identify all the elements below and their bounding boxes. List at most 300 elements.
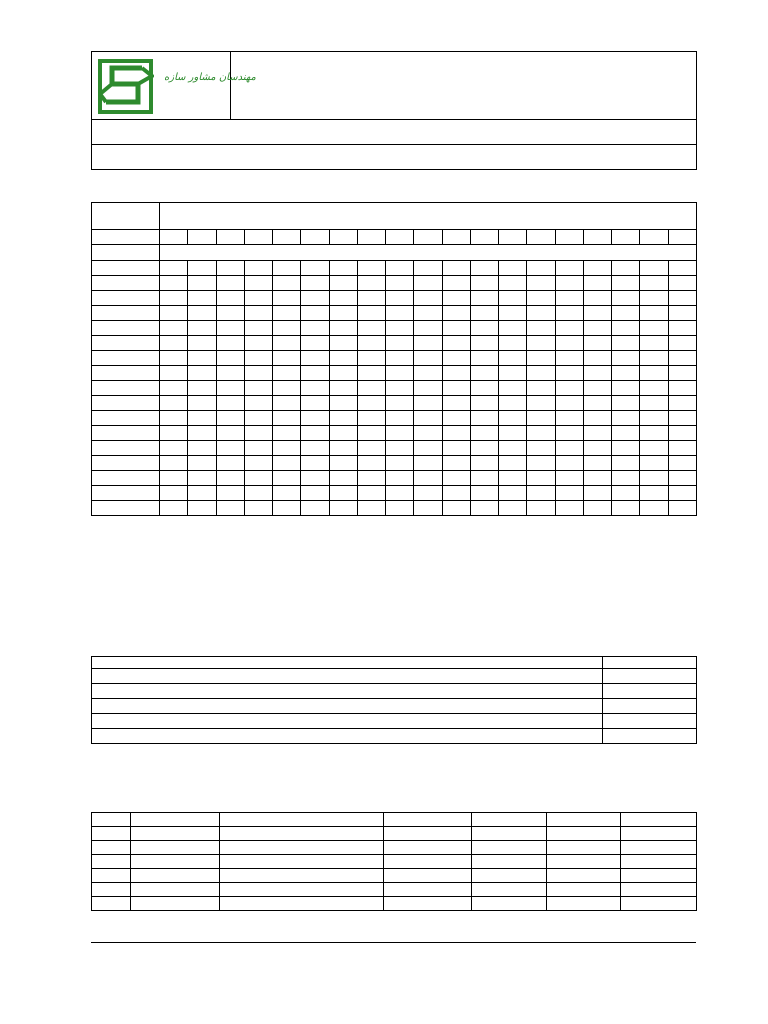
revision-cell bbox=[220, 827, 384, 841]
schedule-cell bbox=[414, 441, 442, 456]
revision-cell bbox=[621, 855, 697, 869]
day-cell bbox=[527, 230, 555, 245]
schedule-cell bbox=[555, 441, 583, 456]
header-table bbox=[91, 51, 697, 170]
schedule-cell bbox=[188, 471, 216, 486]
schedule-cell bbox=[583, 321, 611, 336]
schedule-cell bbox=[160, 396, 188, 411]
activity-cell bbox=[92, 381, 160, 396]
activity-cell bbox=[92, 366, 160, 381]
schedule-cell bbox=[357, 291, 385, 306]
schedule-cell bbox=[583, 426, 611, 441]
schedule-cell bbox=[386, 486, 414, 501]
schedule-cell bbox=[357, 366, 385, 381]
schedule-cell bbox=[470, 456, 498, 471]
schedule-cell bbox=[244, 486, 272, 501]
schedule-cell bbox=[216, 381, 244, 396]
schedule-cell bbox=[668, 276, 696, 291]
note-text-cell bbox=[92, 729, 603, 744]
revision-cell bbox=[384, 827, 472, 841]
revision-cell bbox=[220, 855, 384, 869]
schedule-cell bbox=[301, 351, 329, 366]
schedule-cell bbox=[329, 441, 357, 456]
schedule-cell bbox=[357, 501, 385, 516]
schedule-cell bbox=[442, 501, 470, 516]
schedule-cell bbox=[527, 426, 555, 441]
day-cell bbox=[357, 230, 385, 245]
schedule-cell bbox=[527, 336, 555, 351]
schedule-cell bbox=[668, 501, 696, 516]
schedule-cell bbox=[527, 441, 555, 456]
schedule-cell bbox=[470, 261, 498, 276]
schedule-cell bbox=[386, 381, 414, 396]
schedule-cell bbox=[414, 336, 442, 351]
revision-cell bbox=[220, 883, 384, 897]
schedule-cell bbox=[301, 261, 329, 276]
note-ref-cell bbox=[603, 699, 697, 714]
schedule-cell bbox=[329, 261, 357, 276]
schedule-cell bbox=[386, 501, 414, 516]
schedule-cell bbox=[301, 441, 329, 456]
s-logo-icon bbox=[98, 58, 154, 114]
schedule-cell bbox=[583, 486, 611, 501]
schedule-cell bbox=[470, 411, 498, 426]
schedule-cell bbox=[329, 366, 357, 381]
schedule-cell bbox=[640, 471, 668, 486]
schedule-cell bbox=[527, 381, 555, 396]
day-cell bbox=[612, 230, 640, 245]
revision-cell bbox=[547, 897, 621, 911]
revision-cell bbox=[220, 841, 384, 855]
revision-row bbox=[92, 869, 697, 883]
notes-table bbox=[91, 656, 697, 744]
day-cell bbox=[301, 230, 329, 245]
schedule-cell bbox=[470, 381, 498, 396]
schedule-cell bbox=[188, 486, 216, 501]
schedule-cell bbox=[329, 426, 357, 441]
schedule-cell bbox=[216, 291, 244, 306]
schedule-cell bbox=[216, 501, 244, 516]
schedule-cell bbox=[357, 441, 385, 456]
revision-cell bbox=[472, 883, 547, 897]
schedule-cell bbox=[329, 291, 357, 306]
schedule-cell bbox=[301, 291, 329, 306]
schedule-cell bbox=[527, 276, 555, 291]
schedule-cell bbox=[273, 276, 301, 291]
schedule-cell bbox=[555, 396, 583, 411]
schedule-cell bbox=[414, 426, 442, 441]
schedule-cell bbox=[414, 366, 442, 381]
day-cell bbox=[555, 230, 583, 245]
schedule-cell bbox=[612, 411, 640, 426]
revision-cell bbox=[547, 883, 621, 897]
revision-cell bbox=[621, 869, 697, 883]
schedule-cell bbox=[583, 501, 611, 516]
schedule-cell bbox=[555, 381, 583, 396]
note-text-cell bbox=[92, 714, 603, 729]
schedule-cell bbox=[527, 306, 555, 321]
schedule-cell bbox=[668, 426, 696, 441]
schedule-cell bbox=[499, 426, 527, 441]
schedule-cell bbox=[188, 456, 216, 471]
schedule-cell bbox=[640, 291, 668, 306]
schedule-cell bbox=[160, 351, 188, 366]
schedule-cell bbox=[386, 351, 414, 366]
note-text-cell bbox=[92, 699, 603, 714]
schedule-cell bbox=[612, 486, 640, 501]
schedule-cell bbox=[273, 411, 301, 426]
schedule-cell bbox=[499, 441, 527, 456]
schedule-cell bbox=[244, 306, 272, 321]
schedule-cell bbox=[555, 501, 583, 516]
schedule-cell bbox=[527, 321, 555, 336]
schedule-cell bbox=[301, 321, 329, 336]
schedule-cell bbox=[273, 471, 301, 486]
revision-cell bbox=[621, 883, 697, 897]
schedule-cell bbox=[442, 426, 470, 441]
schedule-cell bbox=[244, 366, 272, 381]
schedule-cell bbox=[301, 366, 329, 381]
schedule-cell bbox=[160, 366, 188, 381]
schedule-cell bbox=[244, 261, 272, 276]
schedule-cell bbox=[527, 501, 555, 516]
schedule-row bbox=[92, 366, 697, 381]
row-label-cell bbox=[92, 230, 160, 245]
schedule-cell bbox=[160, 306, 188, 321]
schedule-cell bbox=[640, 441, 668, 456]
schedule-cell bbox=[555, 261, 583, 276]
schedule-cell bbox=[527, 366, 555, 381]
schedule-cell bbox=[329, 276, 357, 291]
revision-cell bbox=[92, 827, 131, 841]
schedule-cell bbox=[329, 396, 357, 411]
schedule-cell bbox=[216, 321, 244, 336]
schedule-cell bbox=[499, 321, 527, 336]
schedule-cell bbox=[301, 336, 329, 351]
schedule-cell bbox=[273, 441, 301, 456]
activity-cell bbox=[92, 276, 160, 291]
schedule-cell bbox=[414, 381, 442, 396]
schedule-cell bbox=[386, 306, 414, 321]
schedule-cell bbox=[188, 261, 216, 276]
note-ref-cell bbox=[603, 684, 697, 699]
activity-cell bbox=[92, 321, 160, 336]
day-cell bbox=[329, 230, 357, 245]
revision-row bbox=[92, 883, 697, 897]
schedule-cell bbox=[216, 411, 244, 426]
schedule-cell bbox=[244, 381, 272, 396]
schedule-cell bbox=[668, 456, 696, 471]
schedule-cell bbox=[499, 366, 527, 381]
schedule-cell bbox=[555, 486, 583, 501]
schedule-cell bbox=[273, 456, 301, 471]
revision-cell bbox=[131, 855, 220, 869]
day-cell bbox=[470, 230, 498, 245]
schedule-cell bbox=[357, 321, 385, 336]
schedule-row bbox=[92, 351, 697, 366]
schedule-cell bbox=[357, 426, 385, 441]
schedule-cell bbox=[244, 441, 272, 456]
schedule-cell bbox=[612, 381, 640, 396]
revision-cell bbox=[92, 897, 131, 911]
activity-cell bbox=[92, 486, 160, 501]
schedule-cell bbox=[442, 441, 470, 456]
schedule-cell bbox=[583, 441, 611, 456]
schedule-cell bbox=[301, 486, 329, 501]
schedule-cell bbox=[668, 336, 696, 351]
schedule-header-row bbox=[92, 203, 697, 230]
note-ref-cell bbox=[603, 657, 697, 669]
schedule-cell bbox=[216, 396, 244, 411]
schedule-cell bbox=[244, 426, 272, 441]
note-ref-cell bbox=[603, 669, 697, 684]
revision-cell bbox=[220, 869, 384, 883]
activity-cell bbox=[92, 471, 160, 486]
schedule-cell bbox=[357, 276, 385, 291]
revision-cell bbox=[131, 813, 220, 827]
revision-cell bbox=[384, 883, 472, 897]
activity-cell bbox=[92, 261, 160, 276]
schedule-cell bbox=[216, 426, 244, 441]
day-cell bbox=[442, 230, 470, 245]
schedule-cell bbox=[414, 321, 442, 336]
revision-row bbox=[92, 855, 697, 869]
revision-cell bbox=[472, 813, 547, 827]
schedule-cell bbox=[583, 351, 611, 366]
schedule-cell bbox=[301, 306, 329, 321]
schedule-cell bbox=[386, 426, 414, 441]
schedule-cell bbox=[414, 411, 442, 426]
schedule-cell bbox=[555, 321, 583, 336]
schedule-cell bbox=[640, 456, 668, 471]
schedule-cell bbox=[583, 471, 611, 486]
schedule-cell bbox=[386, 336, 414, 351]
schedule-cell bbox=[244, 396, 272, 411]
schedule-cell bbox=[668, 261, 696, 276]
revision-cell bbox=[384, 841, 472, 855]
schedule-cell bbox=[414, 471, 442, 486]
schedule-cell bbox=[301, 411, 329, 426]
schedule-cell bbox=[583, 366, 611, 381]
revision-cell bbox=[384, 869, 472, 883]
schedule-cell bbox=[386, 276, 414, 291]
schedule-cell bbox=[470, 291, 498, 306]
schedule-row bbox=[92, 276, 697, 291]
schedule-cell bbox=[668, 411, 696, 426]
schedule-cell bbox=[527, 486, 555, 501]
schedule-row bbox=[92, 381, 697, 396]
schedule-cell bbox=[470, 276, 498, 291]
schedule-cell bbox=[640, 396, 668, 411]
schedule-cell bbox=[442, 381, 470, 396]
schedule-cell bbox=[414, 456, 442, 471]
schedule-cell bbox=[668, 441, 696, 456]
schedule-cell bbox=[244, 321, 272, 336]
schedule-cell bbox=[555, 366, 583, 381]
revision-cell bbox=[621, 827, 697, 841]
revision-row bbox=[92, 813, 697, 827]
schedule-row bbox=[92, 471, 697, 486]
schedule-cell bbox=[386, 441, 414, 456]
schedule-cell bbox=[160, 501, 188, 516]
schedule-cell bbox=[216, 351, 244, 366]
schedule-cell bbox=[386, 291, 414, 306]
schedule-cell bbox=[470, 351, 498, 366]
schedule-cell bbox=[640, 261, 668, 276]
schedule-cell bbox=[527, 456, 555, 471]
schedule-cell bbox=[442, 306, 470, 321]
schedule-cell bbox=[273, 351, 301, 366]
schedule-row bbox=[92, 441, 697, 456]
revision-cell bbox=[220, 813, 384, 827]
schedule-row bbox=[92, 261, 697, 276]
day-cell bbox=[188, 230, 216, 245]
schedule-cell bbox=[414, 351, 442, 366]
schedule-cell bbox=[160, 426, 188, 441]
schedule-cell bbox=[216, 441, 244, 456]
schedule-cell bbox=[216, 261, 244, 276]
schedule-cell bbox=[442, 276, 470, 291]
schedule-cell bbox=[499, 396, 527, 411]
schedule-cell bbox=[216, 306, 244, 321]
schedule-cell bbox=[244, 471, 272, 486]
schedule-cell bbox=[442, 486, 470, 501]
schedule-cell bbox=[188, 411, 216, 426]
schedule-cell bbox=[442, 366, 470, 381]
schedule-cell bbox=[386, 411, 414, 426]
schedule-row bbox=[92, 486, 697, 501]
schedule-cell bbox=[555, 276, 583, 291]
schedule-cell bbox=[357, 381, 385, 396]
schedule-cell bbox=[499, 456, 527, 471]
schedule-cell bbox=[386, 261, 414, 276]
schedule-cell bbox=[442, 351, 470, 366]
activity-cell bbox=[92, 456, 160, 471]
schedule-cell bbox=[273, 366, 301, 381]
revision-cell bbox=[621, 841, 697, 855]
schedule-cell bbox=[329, 501, 357, 516]
schedule-cell bbox=[640, 276, 668, 291]
schedule-cell bbox=[188, 306, 216, 321]
schedule-cell bbox=[301, 426, 329, 441]
schedule-cell bbox=[188, 426, 216, 441]
schedule-cell bbox=[612, 351, 640, 366]
schedule-cell bbox=[499, 501, 527, 516]
activity-cell bbox=[92, 291, 160, 306]
schedule-cell bbox=[555, 411, 583, 426]
note-text-cell bbox=[92, 669, 603, 684]
schedule-cell bbox=[329, 456, 357, 471]
note-ref-cell bbox=[603, 714, 697, 729]
revision-cell bbox=[472, 869, 547, 883]
schedule-cell bbox=[442, 396, 470, 411]
revision-cell bbox=[131, 883, 220, 897]
schedule-cell bbox=[329, 306, 357, 321]
revision-cell bbox=[131, 841, 220, 855]
logo-cell bbox=[92, 52, 256, 120]
schedule-cell bbox=[160, 276, 188, 291]
schedule-cell bbox=[160, 456, 188, 471]
schedule-cell bbox=[188, 321, 216, 336]
schedule-cell bbox=[640, 306, 668, 321]
schedule-cell bbox=[668, 291, 696, 306]
revision-cell bbox=[384, 897, 472, 911]
schedule-cell bbox=[414, 291, 442, 306]
schedule-cell bbox=[188, 336, 216, 351]
notes-row bbox=[92, 657, 697, 669]
schedule-cell bbox=[640, 381, 668, 396]
schedule-cell bbox=[329, 486, 357, 501]
schedule-cell bbox=[499, 336, 527, 351]
schedule-cell bbox=[414, 276, 442, 291]
schedule-cell bbox=[668, 306, 696, 321]
schedule-subheader-row bbox=[92, 245, 697, 261]
note-text-cell bbox=[92, 684, 603, 699]
schedule-cell bbox=[160, 321, 188, 336]
schedule-cell bbox=[612, 336, 640, 351]
schedule-cell bbox=[668, 396, 696, 411]
activity-cell bbox=[92, 426, 160, 441]
period-header-cell bbox=[160, 203, 697, 230]
activity-header-cell bbox=[92, 203, 160, 230]
schedule-cell bbox=[244, 501, 272, 516]
schedule-cell bbox=[583, 306, 611, 321]
schedule-cell bbox=[216, 336, 244, 351]
schedule-cell bbox=[527, 291, 555, 306]
schedule-cell bbox=[329, 381, 357, 396]
schedule-cell bbox=[414, 261, 442, 276]
revision-cell bbox=[384, 813, 472, 827]
activity-cell bbox=[92, 336, 160, 351]
schedule-cell bbox=[357, 351, 385, 366]
schedule-cell bbox=[188, 501, 216, 516]
schedule-cell bbox=[273, 291, 301, 306]
schedule-cell bbox=[612, 306, 640, 321]
schedule-cell bbox=[442, 411, 470, 426]
schedule-cell bbox=[216, 366, 244, 381]
schedule-row bbox=[92, 396, 697, 411]
schedule-cell bbox=[386, 321, 414, 336]
schedule-cell bbox=[640, 411, 668, 426]
footer-rule bbox=[91, 942, 696, 943]
activity-cell bbox=[92, 411, 160, 426]
schedule-cell bbox=[301, 456, 329, 471]
schedule-cell bbox=[160, 291, 188, 306]
schedule-cell bbox=[499, 471, 527, 486]
schedule-cell bbox=[527, 351, 555, 366]
revision-cell bbox=[621, 813, 697, 827]
schedule-cell bbox=[414, 306, 442, 321]
revision-cell bbox=[547, 841, 621, 855]
schedule-cell bbox=[357, 306, 385, 321]
schedule-row bbox=[92, 411, 697, 426]
schedule-cell bbox=[329, 336, 357, 351]
schedule-cell bbox=[188, 351, 216, 366]
schedule-cell bbox=[244, 336, 272, 351]
schedule-cell bbox=[442, 456, 470, 471]
schedule-cell bbox=[301, 396, 329, 411]
schedule-cell bbox=[357, 456, 385, 471]
schedule-cell bbox=[216, 456, 244, 471]
schedule-cell bbox=[583, 456, 611, 471]
schedule-cell bbox=[160, 381, 188, 396]
revision-cell bbox=[384, 855, 472, 869]
schedule-cell bbox=[470, 486, 498, 501]
schedule-cell bbox=[357, 486, 385, 501]
schedule-cell bbox=[301, 501, 329, 516]
schedule-cell bbox=[357, 471, 385, 486]
revision-cell bbox=[131, 897, 220, 911]
